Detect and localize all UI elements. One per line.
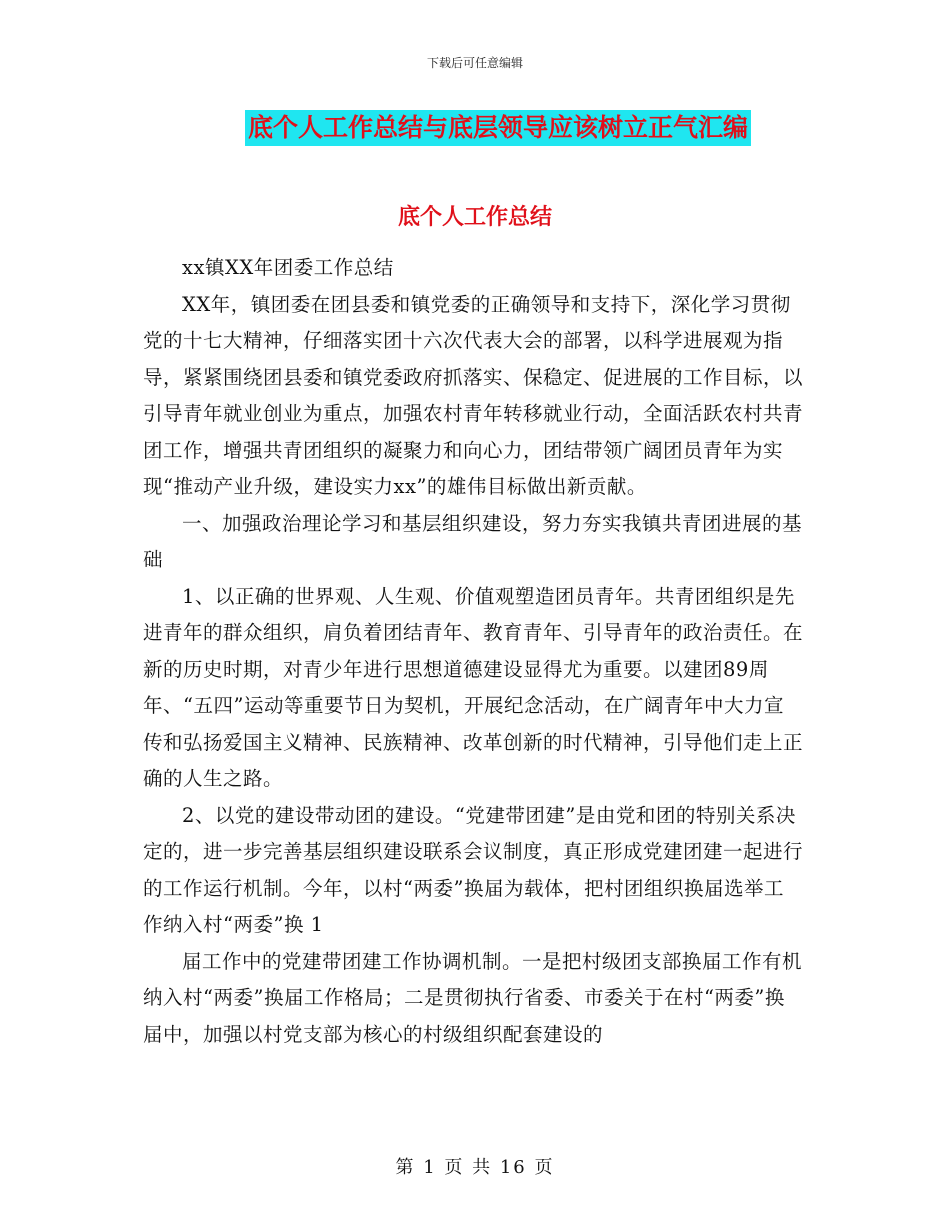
paragraph: XX年，镇团委在团县委和镇党委的正确领导和支持下，深化学习贯彻党的十七大精神，仔细落实团十六次代表大会的部署，以科学进展观为指导，紧紧围绕团县委和镇党委政府抓落实、保稳定、促进展的工作目标，以引导青年就业创业为重点，加强农村青年转移就业行动，全面活跃农村共青团工作，增强共青团组织的凝聚力和向心力，团结带领广阔团员青年为实现“推动产业升级，建设实力xx”的雄伟目标做出新贡献。 [143,292,804,498]
document-title: 底个人工作总结与底层领导应该树立正气汇编 [245,110,751,146]
paragraph: 1、以正确的世界观、人生观、价值观塑造团员青年。共青团组织是先进青年的群众组织，肩负着团结青年、教育青年、引导青年的政治责任。在新的历史时期，对青少年进行思想道德建设显得尤为重要。以建团89周年、“五四”运动等重要节日为契机，开展纪念活动，在广阔青年中大力宣传和弘扬爱国主义精神、民族精神、改革创新的时代精神，引导他们走上正确的人生之路。 [143,584,804,790]
document-title-wrap [0,110,950,146]
document-body [143,250,803,1053]
paragraph: 一、加强政治理论学习和基层组织建设，努力夯实我镇共青团进展的基础 [143,511,803,571]
section-title: 底个人工作总结 [397,205,552,230]
page-footer: 第 1 页 共 16 页 [395,1157,555,1178]
header-note: 下载后可任意编辑 [426,56,523,70]
paragraph: xx镇XX年团委工作总结 [182,256,394,279]
paragraph: 届工作中的党建带团建工作协调机制。一是把村级团支部换届工作有机纳入村“两委”换届工作格局；二是贯彻执行省委、市委关于在村“两委”换届中，加强以村党支部为核心的村级组织配套建设的 [143,949,803,1046]
paragraph: 2、以党的建设带动团的建设。“党建带团建”是由党和团的特别关系决定的，进一步完善基层组织建设联系会议制度，真正形成党建团建一起进行的工作运行机制。今年，以村“两委”换届为载体，把村团组织换届选举工作纳入村“两委”换 1 [143,803,804,936]
